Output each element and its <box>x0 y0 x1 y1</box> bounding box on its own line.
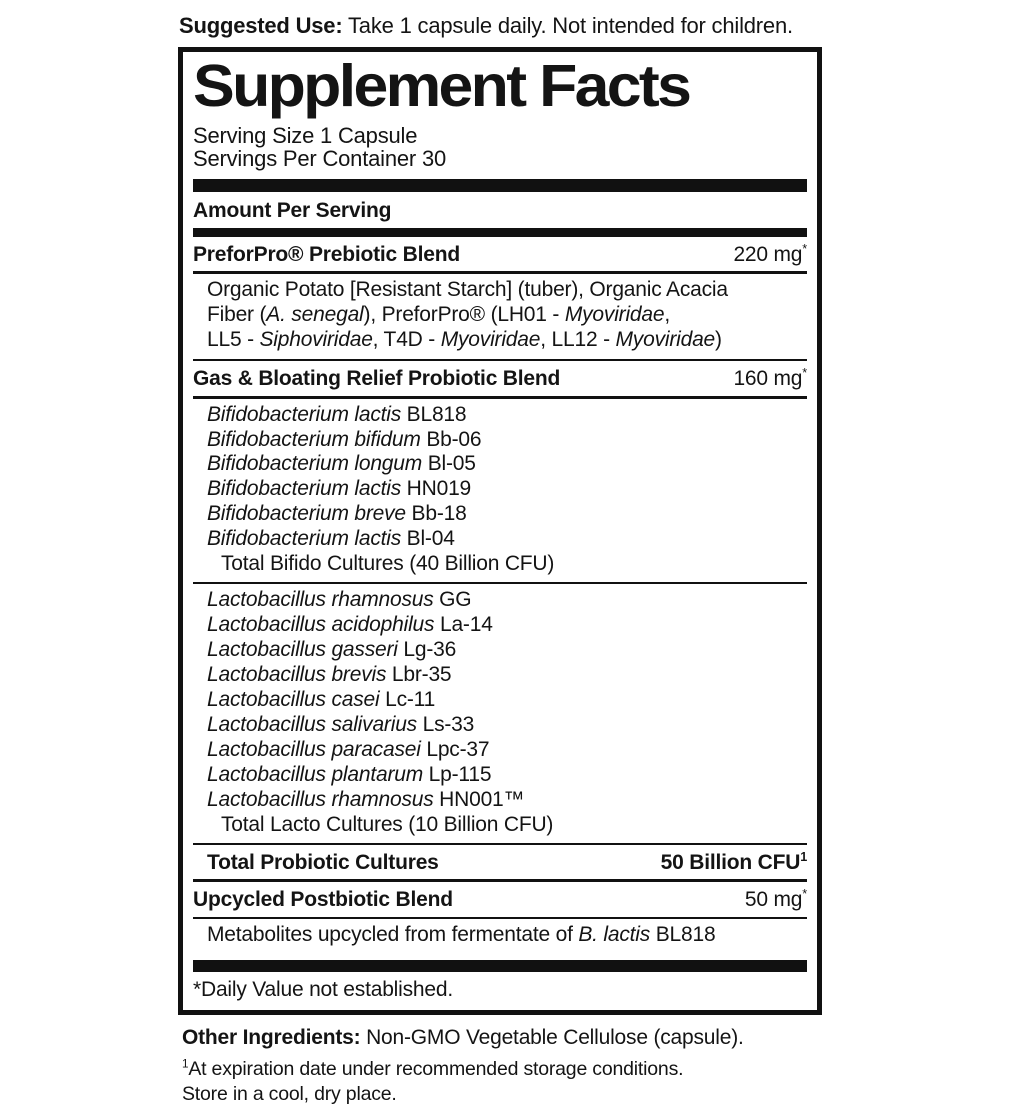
ingredient-row <box>207 588 807 613</box>
prebiotic-description-line2 <box>207 303 807 328</box>
species-name: Bifidobacterium lactis <box>207 402 402 426</box>
ingredient-row <box>207 428 807 453</box>
total-probiotic-cultures-name: Total Probiotic Cultures <box>207 851 439 875</box>
expiration-footnote <box>182 1057 826 1082</box>
species-name: Lactobacillus gasseri <box>207 638 398 662</box>
ingredient-row <box>207 663 807 688</box>
divider-bar-thick <box>193 179 807 192</box>
divider-bar-medium <box>193 228 807 237</box>
ingredient-row <box>207 613 807 638</box>
desc-text: , <box>664 303 671 327</box>
serving-size: Serving Size 1 Capsule <box>193 122 418 148</box>
strain-code: Bl-04 <box>406 527 455 551</box>
ingredient-row <box>207 477 807 502</box>
ingredient-row <box>207 788 807 813</box>
desc-text: Organic Potato [Resistant Starch] (tuber), Organic Acacia <box>207 278 728 302</box>
species-name: Lactobacillus brevis <box>207 663 387 687</box>
postbiotic-description <box>193 919 807 954</box>
prebiotic-amount-value: 220 mg <box>733 243 803 267</box>
prebiotic-description <box>193 274 807 359</box>
desc-latin-name: Myoviridae <box>564 303 665 327</box>
prebiotic-blend-name: PreforPro® Prebiotic Blend <box>193 243 460 267</box>
total-probiotic-cultures-amount <box>661 850 807 875</box>
postbiotic-footnote-symbol: * <box>802 887 807 902</box>
ingredient-row <box>207 403 807 428</box>
label-footer <box>182 1024 826 1108</box>
strain-code: Bb-18 <box>411 502 467 526</box>
strain-code: La-14 <box>439 613 493 637</box>
postbiotic-blend-row <box>193 882 807 916</box>
desc-latin-name: Siphoviridae <box>259 328 373 352</box>
probiotic-amount-value: 160 mg <box>733 367 803 391</box>
total-cultures-footnote-symbol: 1 <box>800 850 807 865</box>
lacto-total: Total Lacto Cultures (10 Billion CFU) <box>221 813 554 837</box>
bifido-culture-list <box>193 399 807 583</box>
strain-code: Lpc-37 <box>426 738 490 762</box>
probiotic-footnote-symbol: * <box>802 366 807 381</box>
footnote-text: At expiration date under recommended storage conditions. <box>188 1058 684 1081</box>
strain-code: HN019 <box>406 477 472 501</box>
species-name: Lactobacillus salivarius <box>207 713 417 737</box>
footnote-superscript: 1 <box>182 1057 189 1071</box>
desc-text: BL818 <box>650 922 716 946</box>
species-name: Lactobacillus acidophilus <box>207 613 435 637</box>
panel-title: Supplement Facts <box>193 52 690 119</box>
strain-code: Lg-36 <box>403 638 457 662</box>
total-cultures-value: 50 Billion CFU <box>660 851 801 875</box>
strain-code: HN001™ <box>439 788 525 812</box>
strain-code: Lbr-35 <box>391 663 452 687</box>
supplement-facts-panel <box>178 47 822 1015</box>
species-name: Lactobacillus paracasei <box>207 738 421 762</box>
species-name: Bifidobacterium lactis <box>207 477 402 501</box>
storage-instructions: Store in a cool, dry place. <box>182 1083 397 1106</box>
lacto-culture-list <box>193 584 807 843</box>
desc-latin-name: Myoviridae <box>615 328 716 352</box>
species-name: Bifidobacterium breve <box>207 502 406 526</box>
prebiotic-description-line1 <box>207 278 807 303</box>
desc-text: Metabolites upcycled from fermentate of <box>207 922 579 946</box>
strain-code: BL818 <box>406 402 467 426</box>
strain-code: Bl-05 <box>427 452 476 476</box>
species-name: Lactobacillus plantarum <box>207 763 424 787</box>
probiotic-blend-row <box>193 361 807 395</box>
species-name: Lactobacillus rhamnosus <box>207 788 434 812</box>
desc-text: , LL12 - <box>540 328 616 352</box>
species-name: Bifidobacterium longum <box>207 452 423 476</box>
daily-value-note: *Daily Value not established. <box>193 977 453 1001</box>
desc-text: , T4D - <box>372 328 441 352</box>
species-name: Bifidobacterium lactis <box>207 527 402 551</box>
strain-code: Bb-06 <box>426 427 482 451</box>
desc-text: ) <box>715 328 722 352</box>
other-ingredients-text: Non-GMO Vegetable Cellulose (capsule). <box>366 1025 744 1049</box>
desc-text: LL5 - <box>207 328 260 352</box>
ingredient-row <box>207 527 807 552</box>
probiotic-blend-amount <box>733 366 807 391</box>
desc-latin-name: Myoviridae <box>440 328 541 352</box>
postbiotic-amount-value: 50 mg <box>744 888 803 912</box>
ingredient-row <box>207 713 807 738</box>
desc-latin-name: B. lactis <box>578 922 651 946</box>
ingredient-row <box>207 688 807 713</box>
postbiotic-blend-name: Upcycled Postbiotic Blend <box>193 888 453 912</box>
species-name: Lactobacillus casei <box>207 688 380 712</box>
bifido-total: Total Bifido Cultures (40 Billion CFU) <box>221 552 555 576</box>
ingredient-row <box>207 502 807 527</box>
servings-per-container: Servings Per Container 30 <box>193 146 447 172</box>
prebiotic-blend-amount <box>733 242 807 267</box>
prebiotic-blend-row <box>193 237 807 271</box>
label-content <box>178 12 826 1108</box>
ingredient-row <box>207 638 807 663</box>
desc-text: Fiber ( <box>207 303 267 327</box>
strain-code: Lc-11 <box>385 688 436 712</box>
desc-latin-name: A. senegal <box>266 303 364 327</box>
ingredient-row <box>207 452 807 477</box>
strain-code: Ls-33 <box>422 713 475 737</box>
prebiotic-description-line3 <box>207 328 807 353</box>
prebiotic-footnote-symbol: * <box>802 242 807 257</box>
suggested-use-line <box>179 12 826 40</box>
ingredient-row <box>207 763 807 788</box>
postbiotic-blend-amount <box>745 887 807 912</box>
probiotic-blend-name: Gas & Bloating Relief Probiotic Blend <box>193 367 561 391</box>
desc-text: ), PreforPro® (LH01 - <box>363 303 565 327</box>
strain-code: GG <box>439 588 472 612</box>
divider-bar-thick <box>193 960 807 972</box>
total-probiotic-cultures-row <box>193 845 807 879</box>
other-ingredients-label: Other Ingredients: <box>182 1025 361 1049</box>
suggested-use-text: Take 1 capsule daily. Not intended for children. <box>347 13 793 38</box>
ingredient-row <box>207 738 807 763</box>
amount-per-serving-heading: Amount Per Serving <box>193 199 392 222</box>
species-name: Bifidobacterium bifidum <box>207 427 421 451</box>
strain-code: Lp-115 <box>428 763 492 787</box>
suggested-use-label: Suggested Use: <box>179 13 343 38</box>
species-name: Lactobacillus rhamnosus <box>207 588 434 612</box>
